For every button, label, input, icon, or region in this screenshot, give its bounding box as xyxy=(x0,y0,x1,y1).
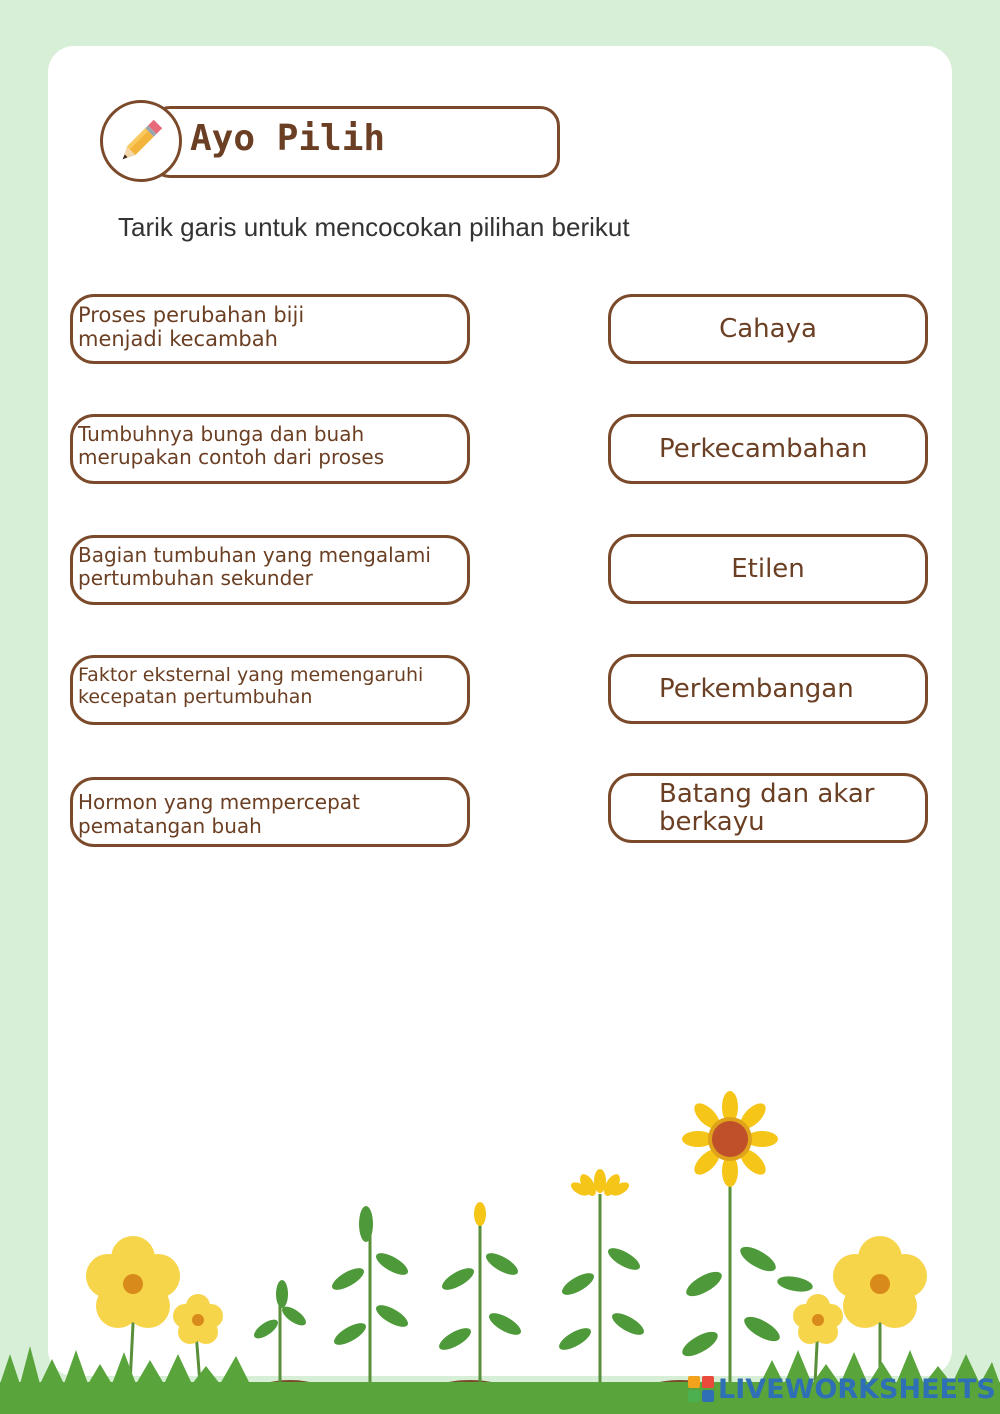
page-title: Ayo Pilih xyxy=(190,118,386,159)
yellow-flower-left-icon xyxy=(86,1236,180,1328)
question-box-5[interactable] xyxy=(70,777,470,847)
question-4-line2: kecepatan pertumbuhan xyxy=(78,686,313,708)
answer-1-label: Cahaya xyxy=(719,314,817,344)
yellow-flower-small-right-icon xyxy=(793,1294,843,1344)
answer-5-line2: berkayu xyxy=(659,807,765,837)
answer-3-label: Etilen xyxy=(731,554,805,584)
instruction-text: Tarik garis untuk mencocokan pilihan berikut xyxy=(118,212,630,242)
question-1-line2: menjadi kecambah xyxy=(78,327,278,351)
question-box-3[interactable] xyxy=(70,535,470,605)
question-2-line1: Tumbuhnya bunga dan buah xyxy=(78,422,365,446)
liveworksheets-brand xyxy=(688,1372,996,1406)
yellow-flower-small-left-icon xyxy=(173,1294,223,1344)
bud-icon xyxy=(474,1202,486,1226)
answer-4-label: Perkembangan xyxy=(659,674,854,704)
question-box-4[interactable] xyxy=(70,655,470,725)
answer-box-1[interactable] xyxy=(608,294,928,364)
question-4-line1: Faktor eksternal yang memengaruhi xyxy=(78,664,424,686)
question-2-line2: merupakan contoh dari proses xyxy=(78,445,385,469)
answer-5-line1: Batang dan akar xyxy=(659,779,875,809)
liveworksheets-logo-icon xyxy=(688,1376,714,1402)
brand-text: LIVEWORKSHEETS xyxy=(718,1373,996,1405)
question-5-line1: Hormon yang mempercepat xyxy=(78,790,360,814)
question-1-line1: Proses perubahan biji xyxy=(78,303,305,327)
plant-growth-illustration xyxy=(0,1084,1000,1414)
title-icon-circle xyxy=(100,100,182,182)
question-3-line1: Bagian tumbuhan yang mengalami xyxy=(78,543,431,567)
question-box-1[interactable] xyxy=(70,294,470,364)
question-5-line2: pematangan buah xyxy=(78,814,262,838)
question-3-line2: pertumbuhan sekunder xyxy=(78,566,313,590)
answer-2-label: Perkecambahan xyxy=(659,434,868,464)
answer-box-2[interactable] xyxy=(608,414,928,484)
answer-box-4[interactable] xyxy=(608,654,928,724)
pencil-icon xyxy=(113,113,169,169)
yellow-flower-right-icon xyxy=(833,1236,927,1328)
question-box-2[interactable] xyxy=(70,414,470,484)
small-yellow-flower xyxy=(569,1169,631,1198)
answer-box-3[interactable] xyxy=(608,534,928,604)
sunflower-icon xyxy=(682,1091,778,1187)
answer-box-5[interactable] xyxy=(608,773,928,843)
